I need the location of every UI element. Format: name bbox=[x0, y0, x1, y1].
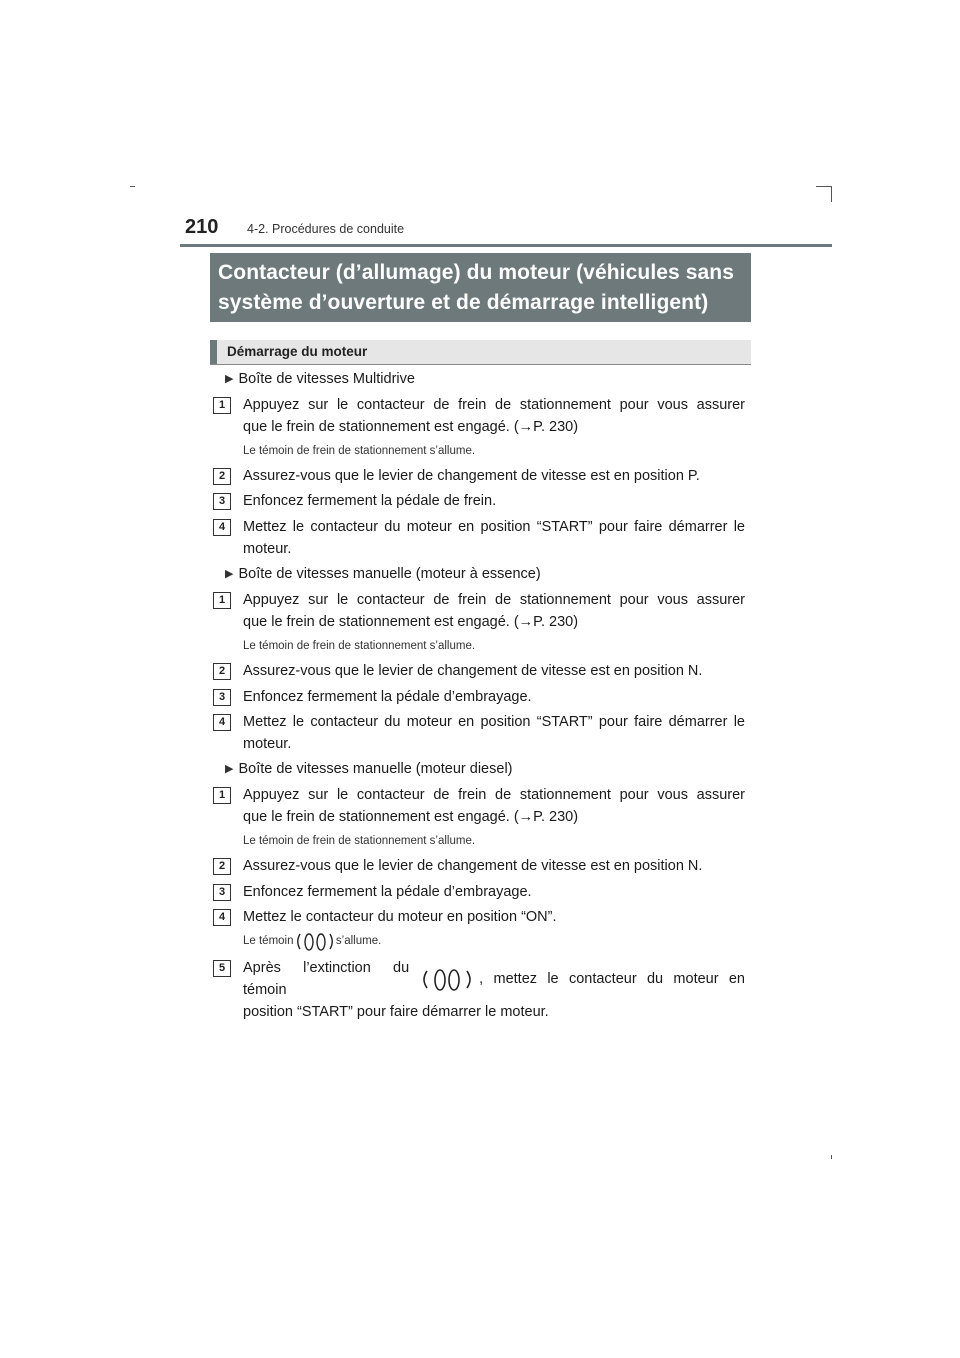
step-number: 1 bbox=[213, 592, 231, 609]
step-text: Assurez-vous que le levier de changement de vitesse est en position P. bbox=[243, 468, 700, 484]
header-rule bbox=[180, 244, 832, 247]
crop-mark bbox=[816, 186, 832, 187]
crop-mark bbox=[831, 186, 832, 202]
step-text: Enfoncez fermement la pédale de frein. bbox=[243, 493, 497, 509]
subheading-label: Démarrage du moteur bbox=[227, 344, 368, 359]
glow-plug-indicator-icon bbox=[297, 930, 333, 952]
step-note: Le témoin de frein de stationnement s’allume. bbox=[243, 835, 476, 847]
step-text: Appuyez sur le contacteur de frein de stationnement pour vous assurer que le frein de stationnement est engagé. (→P. 230) bbox=[243, 592, 745, 630]
crop-mark bbox=[831, 1155, 832, 1159]
triangle-bullet-icon: ▶ bbox=[225, 763, 234, 775]
step-text: Enfoncez fermement la pédale d’embrayage. bbox=[243, 884, 532, 900]
step-text: Assurez-vous que le levier de changement de vitesse est en position N. bbox=[243, 858, 703, 874]
step-number: 3 bbox=[213, 493, 231, 510]
step-number: 1 bbox=[213, 787, 231, 804]
group-heading: ▶ Boîte de vitesses manuelle (moteur à essence) bbox=[225, 566, 541, 582]
section-title: 4-2. Procédures de conduite bbox=[247, 222, 405, 236]
step-number: 2 bbox=[213, 663, 231, 680]
step-number: 4 bbox=[213, 519, 231, 536]
step-number: 4 bbox=[213, 714, 231, 731]
step-text: Assurez-vous que le levier de changement de vitesse est en position N. bbox=[243, 663, 703, 679]
group-heading: ▶ Boîte de vitesses manuelle (moteur diesel) bbox=[225, 761, 513, 777]
step-text: Mettez le contacteur du moteur en position “ON”. bbox=[243, 909, 557, 925]
step-text: Enfoncez fermement la pédale d’embrayage. bbox=[243, 689, 532, 705]
step-number: 1 bbox=[213, 397, 231, 414]
step-note: Le témoin s’allume. bbox=[243, 930, 381, 952]
step-number: 3 bbox=[213, 689, 231, 706]
group-heading: ▶ Boîte de vitesses Multidrive bbox=[225, 371, 415, 387]
step-text: Appuyez sur le contacteur de frein de stationnement pour vous assurer que le frein de stationnement est engagé. (→P. 230) bbox=[243, 787, 745, 825]
step-note: Le témoin de frein de stationnement s’allume. bbox=[243, 640, 476, 652]
step-text: Mettez le contacteur du moteur en position “START” pour faire démarrer le moteur. bbox=[243, 519, 745, 557]
step-text: Après l’extinction du témoin , mettez le contacteur du moteur en position “START” pour faire démarrer le moteur. bbox=[243, 960, 745, 1020]
glow-plug-indicator-icon bbox=[423, 966, 471, 992]
step-note: Le témoin de frein de stationnement s’allume. bbox=[243, 445, 476, 457]
subheading-bar bbox=[210, 340, 217, 364]
step-text: Appuyez sur le contacteur de frein de stationnement pour vous assurer que le frein de stationnement est engagé. (→P. 230) bbox=[243, 397, 745, 435]
triangle-bullet-icon: ▶ bbox=[225, 373, 234, 385]
step-number: 3 bbox=[213, 884, 231, 901]
step-text: Mettez le contacteur du moteur en position “START” pour faire démarrer le moteur. bbox=[243, 714, 745, 752]
subheading bbox=[210, 340, 751, 365]
step-number: 2 bbox=[213, 858, 231, 875]
crop-mark bbox=[130, 186, 135, 187]
step-number: 5 bbox=[213, 960, 231, 977]
page-number: 210 bbox=[185, 216, 219, 238]
triangle-bullet-icon: ▶ bbox=[225, 568, 234, 580]
step-number: 4 bbox=[213, 909, 231, 926]
step-number: 2 bbox=[213, 468, 231, 485]
page-title-line-2: système d’ouverture et de démarrage intelligent) bbox=[218, 291, 709, 314]
page-title bbox=[210, 253, 751, 322]
page-title-line-1: Contacteur (d’allumage) du moteur (véhicules sans bbox=[218, 261, 735, 284]
